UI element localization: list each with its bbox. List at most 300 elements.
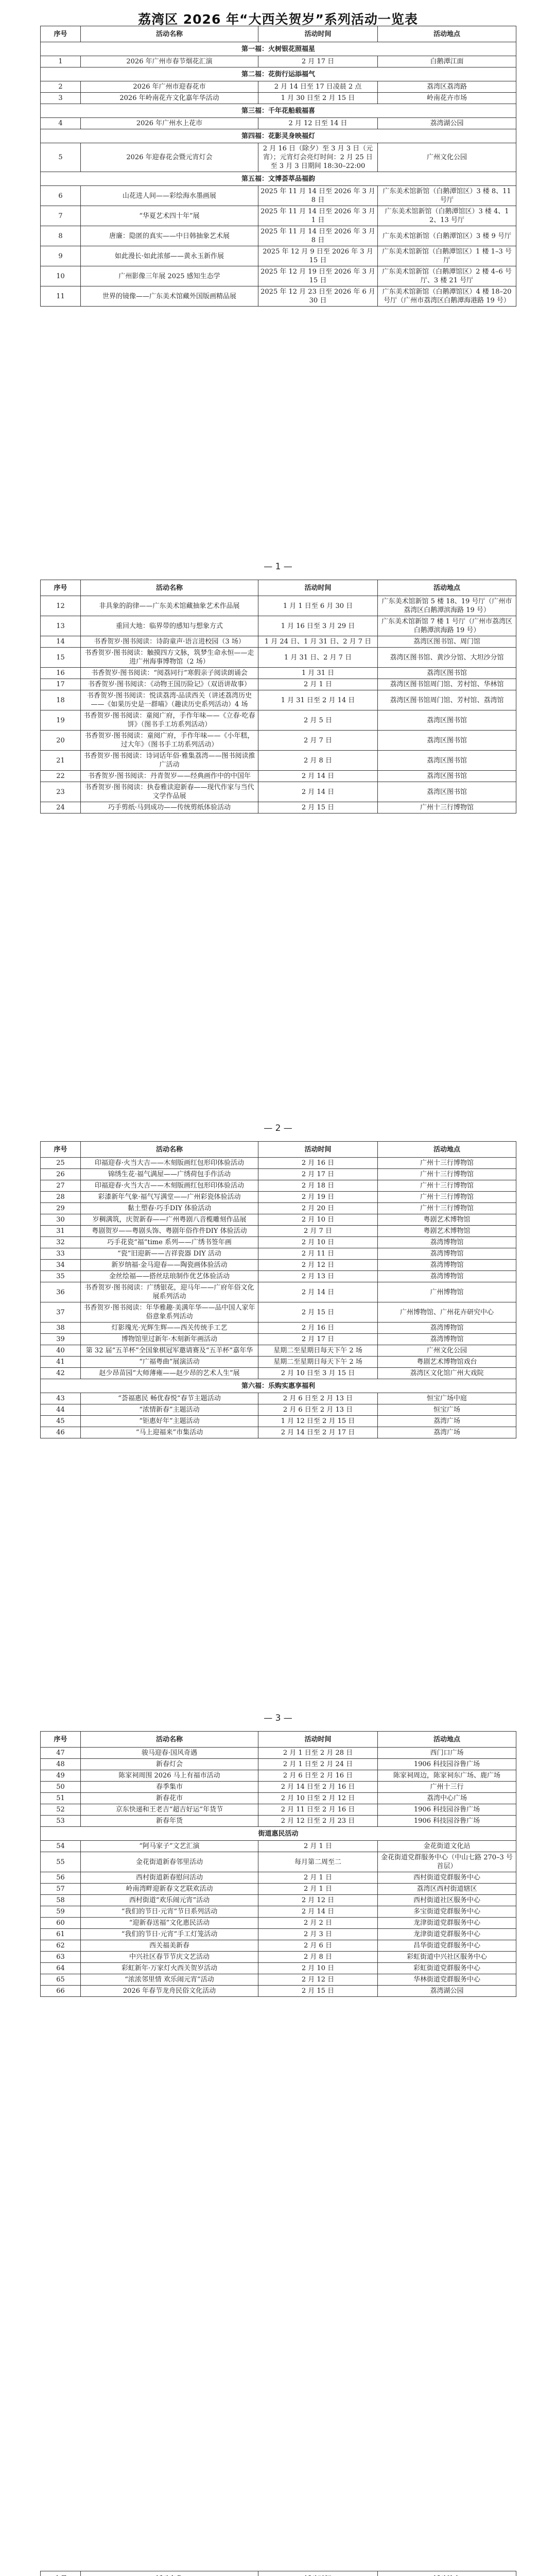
event-time: 2 月 14 日至 17 日凌晨 2 点 xyxy=(258,81,378,93)
table-row xyxy=(41,1271,516,1282)
section-title: 第一福：火树银花照福星 xyxy=(41,42,516,56)
event-time: 2 月 14 日至 2 月 16 日 xyxy=(258,1782,378,1793)
event-name: 西关福美新春 xyxy=(81,1940,258,1952)
table-row xyxy=(41,636,516,648)
event-time: 2 月 6 日至 2 月 16 日 xyxy=(258,1770,378,1782)
event-location: 西门口广场 xyxy=(378,1748,516,1759)
table-row xyxy=(41,1986,516,1997)
event-location: 广州文化公园 xyxy=(378,1345,516,1357)
event-location: 荔湾博物馆 xyxy=(378,1260,516,1271)
event-time: 1 月 1 日至 6 月 30 日 xyxy=(258,596,378,616)
event-time: 2 月 6 日至 2 月 13 日 xyxy=(258,1393,378,1404)
event-time: 2 月 10 日至 2 月 12 日 xyxy=(258,1793,378,1804)
table-row xyxy=(41,1906,516,1918)
table-row xyxy=(41,1974,516,1986)
event-time: 1 月 30 日至 2 月 15 日 xyxy=(258,93,378,104)
event-time: 2025 年 12 月 9 日至 2026 年 3 月 15 日 xyxy=(258,246,378,266)
event-time: 2 月 1 日 xyxy=(258,1841,378,1852)
event-location: 荔湾博物馆 xyxy=(378,1271,516,1282)
table-row xyxy=(41,1226,516,1237)
table-row xyxy=(41,1282,516,1302)
event-name: 书香贺岁·图书阅读：年华雅趣·美满年华——品中国人家年俗意象系列活动 xyxy=(81,1302,258,1323)
event-time: 2 月 12 日至 2 月 23 日 xyxy=(258,1816,378,1827)
table-row xyxy=(41,1770,516,1782)
table-row xyxy=(41,1952,516,1963)
row-number: 45 xyxy=(41,1416,81,1427)
event-name: 书香贺岁·图书阅读：诗词话年俗·雅集荔湾——图书阅读推广活动 xyxy=(81,751,258,771)
event-name: 重回大地：临界带的感知与想象方式 xyxy=(81,616,258,636)
event-time: 1 月 24 日、1 月 31 日、2 月 7 日 xyxy=(258,636,378,648)
table-row xyxy=(41,710,516,731)
event-time: 2 月 1 日 xyxy=(258,1872,378,1884)
table-row xyxy=(41,1884,516,1895)
column-header: 活动时间 xyxy=(258,1142,378,1158)
row-number: 9 xyxy=(41,246,81,266)
row-number: 3 xyxy=(41,93,81,104)
table-row xyxy=(41,1895,516,1906)
event-time: 2 月 12 日至 14 日 xyxy=(258,118,378,129)
event-name: 唐廉：隐匿的真实——中日韩抽象艺术展 xyxy=(81,226,258,246)
header-row xyxy=(41,26,516,42)
section-row xyxy=(41,129,516,143)
event-time: 星期二至星期日每天下午 2 场 xyxy=(258,1345,378,1357)
row-number: 53 xyxy=(41,1816,81,1827)
event-time: 2 月 1 日至 2 月 24 日 xyxy=(258,1759,378,1770)
event-location: 广东美术馆新馆（白鹅潭馆区）3 楼 8、11 号厅 xyxy=(378,186,516,206)
column-header: 活动时间 xyxy=(258,1732,378,1748)
header-row xyxy=(41,2571,516,2576)
event-location: 广东美术馆新馆（白鹅潭馆区）3 楼 4、12、13 号厅 xyxy=(378,206,516,226)
event-location: 广东美术馆新馆 5 楼 18、19 号厅（广州市荔湾区白鹅潭滨海路 19 号） xyxy=(378,596,516,616)
event-time: 2 月 19 日 xyxy=(258,1192,378,1203)
event-time: 1 月 31 日 xyxy=(258,668,378,679)
event-time: 2 月 5 日 xyxy=(258,710,378,731)
document-title: 荔湾区 2026 年“大西关贺岁”系列活动一览表 xyxy=(138,12,418,27)
event-time: 1 月 16 日至 3 月 29 日 xyxy=(258,616,378,636)
table-row xyxy=(41,1323,516,1334)
event-name: 粤剧贺岁——粤剧头饰、粤剧年俗作件DIY 体验活动 xyxy=(81,1226,258,1237)
event-time: 2 月 20 日 xyxy=(258,1203,378,1214)
page-number: — 3 — xyxy=(264,1713,292,1723)
event-name: 骏马迎春·国风奇遇 xyxy=(81,1748,258,1759)
event-name: 印福迎春·火当大吉——木刻版画红包形印体验活动 xyxy=(81,1180,258,1192)
row-number: 32 xyxy=(41,1237,81,1248)
row-number: 6 xyxy=(41,186,81,206)
row-number: 55 xyxy=(41,1852,81,1872)
column-header: 活动时间 xyxy=(258,580,378,596)
event-location: 彩虹街道中兴社区服务中心 xyxy=(378,1952,516,1963)
event-location: 恒宝广场中庭 xyxy=(378,1393,516,1404)
event-name: 金丝绘福——搭丝珐琅制作优艺体验活动 xyxy=(81,1271,258,1282)
section-row xyxy=(41,42,516,56)
column-header: 序号 xyxy=(41,1142,81,1158)
table-row xyxy=(41,596,516,616)
event-location: 广州十三行博物馆 xyxy=(378,802,516,814)
event-time: 2 月 14 日至 2 月 17 日 xyxy=(258,1427,378,1438)
event-time: 2 月 15 日 xyxy=(258,802,378,814)
event-time: 2 月 15 日 xyxy=(258,1986,378,1997)
event-location: 彩虹街道党群服务中心 xyxy=(378,1963,516,1974)
event-name: 2026 年广州市迎春花市 xyxy=(81,81,258,93)
table-row xyxy=(41,1192,516,1203)
row-number: 37 xyxy=(41,1302,81,1323)
event-location: 广州文化公园 xyxy=(378,143,516,172)
table-row xyxy=(41,1918,516,1929)
table-row xyxy=(41,1816,516,1827)
event-location: 华林街道党群服务中心 xyxy=(378,1974,516,1986)
row-number: 20 xyxy=(41,731,81,751)
table-row xyxy=(41,266,516,286)
event-location: 荔湾博物馆 xyxy=(378,1237,516,1248)
event-name: “荟福惠民 畅优春悦”春节主题活动 xyxy=(81,1393,258,1404)
event-time: 2 月 11 日 xyxy=(258,1248,378,1260)
row-number: 52 xyxy=(41,1804,81,1816)
row-number: 14 xyxy=(41,636,81,648)
table-row xyxy=(41,246,516,266)
event-location: 荔湾区图书馆 xyxy=(378,782,516,802)
event-time: 2 月 14 日 xyxy=(258,771,378,782)
table-row xyxy=(41,690,516,710)
column-header xyxy=(258,2571,378,2576)
event-time: 2 月 12 日 xyxy=(258,1974,378,1986)
row-number: 57 xyxy=(41,1884,81,1895)
table-row xyxy=(41,1214,516,1226)
table-row xyxy=(41,1416,516,1427)
event-name: 世界的镜像——广东美术馆藏外国版画精品展 xyxy=(81,286,258,307)
event-name: 博物馆里过新年·木刻新年画活动 xyxy=(81,1334,258,1345)
column-header xyxy=(81,2571,258,2576)
table-row xyxy=(41,1748,516,1759)
table-row xyxy=(41,186,516,206)
row-number: 51 xyxy=(41,1793,81,1804)
event-name: “浓浓邻里情 欢乐闹元宵”活动 xyxy=(81,1974,258,1986)
table-row xyxy=(41,1782,516,1793)
event-time: 1 月 31 日至 2 月 14 日 xyxy=(258,690,378,710)
event-name: 京东快递和王老吉“超吉好运”年货节 xyxy=(81,1804,258,1816)
event-location: 广东美术馆新馆（白鹅潭馆区）2 楼 4–6 号厅、3 楼 21 号厅 xyxy=(378,266,516,286)
table-row xyxy=(41,648,516,668)
row-number: 54 xyxy=(41,1841,81,1852)
event-time: 2025 年 12 月 19 日至 2026 年 3 月 15 日 xyxy=(258,266,378,286)
event-time: 2 月 12 日 xyxy=(258,1895,378,1906)
event-time: 星期二至星期日每天下午 2 场 xyxy=(258,1357,378,1368)
row-number: 44 xyxy=(41,1404,81,1416)
event-name: 彩漆新年气象·福气写满堂——广州彩瓷体验活动 xyxy=(81,1192,258,1203)
column-header xyxy=(41,2571,81,2576)
event-name: 岁稠满筑，庆贺新春——广州粤剧八音榄雕刻作品展 xyxy=(81,1214,258,1226)
event-name: 黏土塑春·巧手DIY 体验活动 xyxy=(81,1203,258,1214)
event-location: 昌华街道党群服务中心 xyxy=(378,1940,516,1952)
table-row xyxy=(41,226,516,246)
row-number: 19 xyxy=(41,710,81,731)
row-number: 42 xyxy=(41,1368,81,1379)
column-header: 活动时间 xyxy=(258,26,378,42)
table-row xyxy=(41,143,516,172)
table-row xyxy=(41,1248,516,1260)
event-name: 金花街道新春邻里活动 xyxy=(81,1852,258,1872)
event-time: 2 月 17 日 xyxy=(258,1169,378,1180)
event-time: 2 月 16 日 xyxy=(258,1323,378,1334)
column-header: 序号 xyxy=(41,1732,81,1748)
event-name: 岭南湾畔迎新春文艺联欢活动 xyxy=(81,1884,258,1895)
table-row xyxy=(41,668,516,679)
row-number: 46 xyxy=(41,1427,81,1438)
column-header: 活动名称 xyxy=(81,26,258,42)
event-location: 荔湾区荔湾路 xyxy=(378,81,516,93)
row-number: 27 xyxy=(41,1180,81,1192)
row-number: 41 xyxy=(41,1357,81,1368)
row-number: 50 xyxy=(41,1782,81,1793)
event-location: 荔湾区图书馆 xyxy=(378,668,516,679)
row-number: 8 xyxy=(41,226,81,246)
event-name: 书香贺岁·图书阅读：“阅荔同行”寒假亲子阅读朗诵会 xyxy=(81,668,258,679)
row-number: 11 xyxy=(41,286,81,307)
event-location: 荔湾区图书馆 xyxy=(378,710,516,731)
event-name: 第 32 届“五羊杯”全国象棋冠军邀请赛及“五羊杯”嘉年华 xyxy=(81,1345,258,1357)
event-name: “瓷”旧迎新——吉祥瓷器 DIY 活动 xyxy=(81,1248,258,1260)
row-number: 10 xyxy=(41,266,81,286)
table-row xyxy=(41,1357,516,1368)
row-number: 34 xyxy=(41,1260,81,1271)
event-location: 广东美术馆新馆 7 楼 1 号厅（广州市荔湾区白鹅潭滨海路 19 号） xyxy=(378,616,516,636)
event-time: 1 月 31 日、2 月 7 日 xyxy=(258,648,378,668)
table-row xyxy=(41,1260,516,1271)
event-time: 2 月 16 日（除夕）至 3 月 3 日（元宵）；元宵灯会亮灯时间：2 月 25 日至 3 月 3 日期间 18:30–22:00 xyxy=(258,143,378,172)
row-number: 58 xyxy=(41,1895,81,1906)
event-name: 2026 年春节龙舟民俗文化活动 xyxy=(81,1986,258,1997)
row-number: 65 xyxy=(41,1974,81,1986)
event-time: 2 月 1 日至 2 月 28 日 xyxy=(258,1748,378,1759)
event-name: “马上迎福来”市集活动 xyxy=(81,1427,258,1438)
event-name: 书香贺岁·图书阅读：童阅广府，手作年味——《立春·吃春饼》（图书手工坊系列活动） xyxy=(81,710,258,731)
row-number: 2 xyxy=(41,81,81,93)
event-location: 广州十三行博物馆 xyxy=(378,1203,516,1214)
table-row xyxy=(41,616,516,636)
row-number: 59 xyxy=(41,1906,81,1918)
event-location: 广州十三行博物馆 xyxy=(378,1169,516,1180)
event-name: 书香贺岁·图书阅读：执卷雅读迎新春——现代作家与当代文学作品展 xyxy=(81,782,258,802)
event-location: 1906 科技园谷鲁广场 xyxy=(378,1804,516,1816)
row-number: 22 xyxy=(41,771,81,782)
event-name: 书香贺岁·图书阅读：丹青贺岁——经典画作中的中国年 xyxy=(81,771,258,782)
schedule-table xyxy=(40,2571,516,2576)
column-header: 活动名称 xyxy=(81,1142,258,1158)
section-title: 第六福：乐购实惠享福利 xyxy=(41,1379,516,1393)
row-number: 47 xyxy=(41,1748,81,1759)
table-row xyxy=(41,1759,516,1770)
event-time: 2025 年 11 月 14 日至 2026 年 3 月 8 日 xyxy=(258,186,378,206)
event-time: 2 月 10 日至 3 月 15 日 xyxy=(258,1368,378,1379)
table-row xyxy=(41,1427,516,1438)
table-row xyxy=(41,206,516,226)
table-row xyxy=(41,1404,516,1416)
event-name: “阿马家子”文艺汇演 xyxy=(81,1841,258,1852)
event-location: 荔湾区图书馆、周门馆 xyxy=(378,636,516,648)
event-time: 2 月 6 日 xyxy=(258,1940,378,1952)
event-name: 非具象的韵律——广东美术馆藏抽象艺术作品展 xyxy=(81,596,258,616)
event-time: 2 月 10 日 xyxy=(258,1963,378,1974)
event-time: 每月第二周至二 xyxy=(258,1852,378,1872)
event-time: 2 月 17 日 xyxy=(258,56,378,67)
event-time: 2 月 16 日 xyxy=(258,1158,378,1169)
event-location: 西村街道社区服务中心 xyxy=(378,1895,516,1906)
row-number: 26 xyxy=(41,1169,81,1180)
event-name: “我们的节日·元宵”手工灯笼活动 xyxy=(81,1929,258,1940)
header-row xyxy=(41,580,516,596)
table-row xyxy=(41,286,516,307)
event-name: 陈家祠周围 2026 马上有福市活动 xyxy=(81,1770,258,1782)
table-row xyxy=(41,782,516,802)
row-number: 56 xyxy=(41,1872,81,1884)
event-name: “浓情新春”主题活动 xyxy=(81,1404,258,1416)
event-location: 粤剧艺术博物馆戏台 xyxy=(378,1357,516,1368)
event-time: 2 月 1 日 xyxy=(258,1884,378,1895)
event-name: 书香贺岁·图书阅读：童阅广府，手作年味——《小年糕，过大年》（图书手工坊系列活动） xyxy=(81,731,258,751)
row-number: 28 xyxy=(41,1192,81,1203)
event-location: 粤剧艺术博物馆 xyxy=(378,1214,516,1226)
event-location: 荔湾湖公园 xyxy=(378,118,516,129)
table-row xyxy=(41,1804,516,1816)
row-number: 66 xyxy=(41,1986,81,1997)
event-location: 恒宝广场 xyxy=(378,1404,516,1416)
event-name: 中兴社区春节节庆文艺活动 xyxy=(81,1952,258,1963)
event-name: 书香贺岁·图书阅读：广绣银花，迎马年——广府年俗文化展系列活动 xyxy=(81,1282,258,1302)
table-row xyxy=(41,1841,516,1852)
section-title: 第三福：千年花船载福喜 xyxy=(41,104,516,118)
event-location: 荔湾区图书馆周门馆、芳村馆、华林馆 xyxy=(378,679,516,690)
event-time: 2 月 14 日 xyxy=(258,782,378,802)
event-name: 春季集市 xyxy=(81,1782,258,1793)
event-time: 2025 年 12 月 23 日至 2026 年 6 月 30 日 xyxy=(258,286,378,307)
event-location: 1906 科技园谷鲁广场 xyxy=(378,1816,516,1827)
event-location: 金花街道党群服务中心（中山七路 270–3 号首层） xyxy=(378,1852,516,1872)
event-name: 新春花市 xyxy=(81,1793,258,1804)
row-number: 12 xyxy=(41,596,81,616)
event-time: 2025 年 11 月 14 日至 2026 年 3 月 8 日 xyxy=(258,226,378,246)
event-name: 印福迎春·火当大吉——木刻版画红包形印体验活动 xyxy=(81,1158,258,1169)
section-row xyxy=(41,104,516,118)
event-location: 多宝街道党群服务中心 xyxy=(378,1906,516,1918)
event-time: 2 月 14 日 xyxy=(258,1282,378,1302)
event-name: “迎新春送福”文化惠民活动 xyxy=(81,1918,258,1929)
event-name: 广州影像三年展 2025 感知生态学 xyxy=(81,266,258,286)
page-number: — 2 — xyxy=(264,1123,292,1133)
row-number: 38 xyxy=(41,1323,81,1334)
event-name: 书香贺岁·图书阅读：诗韵童声·语言进校园（3 场） xyxy=(81,636,258,648)
event-location: 广东美术馆新馆（白鹅潭馆区）4 楼 18–20 号厅（广州市荔湾区白鹅潭海港路 19 号） xyxy=(378,286,516,307)
event-location: 西村街道党群服务中心 xyxy=(378,1872,516,1884)
column-header: 序号 xyxy=(41,580,81,596)
event-name: 彩虹新年·万家灯火西关贺岁活动 xyxy=(81,1963,258,1974)
row-number: 15 xyxy=(41,648,81,668)
event-name: 锦绣生花·福气满屋——广绣荷包手作活动 xyxy=(81,1169,258,1180)
row-number: 64 xyxy=(41,1963,81,1974)
section-row xyxy=(41,1379,516,1393)
row-number: 5 xyxy=(41,143,81,172)
event-name: 2026 年迎春花会暨元宵灯会 xyxy=(81,143,258,172)
table-row xyxy=(41,1203,516,1214)
event-time: 2 月 13 日 xyxy=(258,1271,378,1282)
event-location: 龙津街道党群服务中心 xyxy=(378,1929,516,1940)
page-number: — 1 — xyxy=(264,562,292,572)
section-row xyxy=(41,67,516,81)
event-location: 荔湾区图书馆 xyxy=(378,771,516,782)
table-row xyxy=(41,679,516,690)
column-header xyxy=(378,2571,516,2576)
event-time: 2 月 18 日 xyxy=(258,1180,378,1192)
event-name: 灯影瑰光·光辉生辉——西关传统手工艺 xyxy=(81,1323,258,1334)
row-number: 49 xyxy=(41,1770,81,1782)
row-number: 39 xyxy=(41,1334,81,1345)
table-row xyxy=(41,731,516,751)
table-row xyxy=(41,56,516,67)
event-name: 西村街道新春慰问活动 xyxy=(81,1872,258,1884)
schedule-table xyxy=(40,580,516,814)
column-header: 活动地点 xyxy=(378,1732,516,1748)
event-location: 广州十三行博物馆 xyxy=(378,1158,516,1169)
event-time: 2 月 7 日 xyxy=(258,731,378,751)
event-name: 书香贺岁·图书阅读：悦读荔湾·品读西关（讲述荔湾历史——《如果历史是一群喵》（趣读历史系列活动）4 场 xyxy=(81,690,258,710)
event-location: 广州博物馆、广州花卉研究中心 xyxy=(378,1302,516,1323)
schedule-table xyxy=(40,1141,516,1438)
event-location: 广东美术馆新馆（白鹅潭馆区）3 楼 9 号厅 xyxy=(378,226,516,246)
event-time: 2 月 8 日 xyxy=(258,751,378,771)
row-number: 4 xyxy=(41,118,81,129)
event-location: 白鹅潭江面 xyxy=(378,56,516,67)
row-number: 61 xyxy=(41,1929,81,1940)
table-row xyxy=(41,802,516,814)
event-name: 新岁纳福·金马迎春——陶瓷画体验活动 xyxy=(81,1260,258,1271)
event-location: 广东美术馆新馆（白鹅潭馆区）1 楼 1–3 号厅 xyxy=(378,246,516,266)
event-location: 荔湾区图书馆周门馆、芳村馆、荔湾馆 xyxy=(378,690,516,710)
event-time: 2 月 7 日 xyxy=(258,1226,378,1237)
event-name: 新春年货 xyxy=(81,1816,258,1827)
schedule-table xyxy=(40,26,516,307)
event-time: 2 月 2 日 xyxy=(258,1918,378,1929)
header-row xyxy=(41,1142,516,1158)
column-header: 活动地点 xyxy=(378,1142,516,1158)
column-header: 活动地点 xyxy=(378,580,516,596)
event-location: 荔湾区图书馆、黄沙分馆、大坦沙分馆 xyxy=(378,648,516,668)
row-number: 1 xyxy=(41,56,81,67)
event-location: 金花街道文化站 xyxy=(378,1841,516,1852)
column-header: 序号 xyxy=(41,26,81,42)
row-number: 23 xyxy=(41,782,81,802)
event-location: 广州十三行博物馆 xyxy=(378,1180,516,1192)
row-number: 48 xyxy=(41,1759,81,1770)
event-time: 2 月 10 日 xyxy=(258,1237,378,1248)
event-name: “华夏艺术四十年”展 xyxy=(81,206,258,226)
event-location: 荔湾中心广场 xyxy=(378,1793,516,1804)
event-location: 荔湾区文化馆广州大戏院 xyxy=(378,1368,516,1379)
row-number: 24 xyxy=(41,802,81,814)
table-row xyxy=(41,1852,516,1872)
event-location: 粤剧艺术博物馆 xyxy=(378,1226,516,1237)
event-name: 2026 年广州水上花市 xyxy=(81,118,258,129)
row-number: 7 xyxy=(41,206,81,226)
table-row xyxy=(41,751,516,771)
column-header: 活动地点 xyxy=(378,26,516,42)
event-name: 巧手花瓷“福”time 系列——广绣书签年画 xyxy=(81,1237,258,1248)
row-number: 63 xyxy=(41,1952,81,1963)
section-title: 第二福：花街行运添福气 xyxy=(41,67,516,81)
table-row xyxy=(41,1158,516,1169)
event-location: 岭南花卉市场 xyxy=(378,93,516,104)
event-location: 荔湾区图书馆 xyxy=(378,751,516,771)
row-number: 13 xyxy=(41,616,81,636)
section-title: 第五福：文博荟萃品福韵 xyxy=(41,172,516,186)
event-time: 2 月 10 日 xyxy=(258,1214,378,1226)
